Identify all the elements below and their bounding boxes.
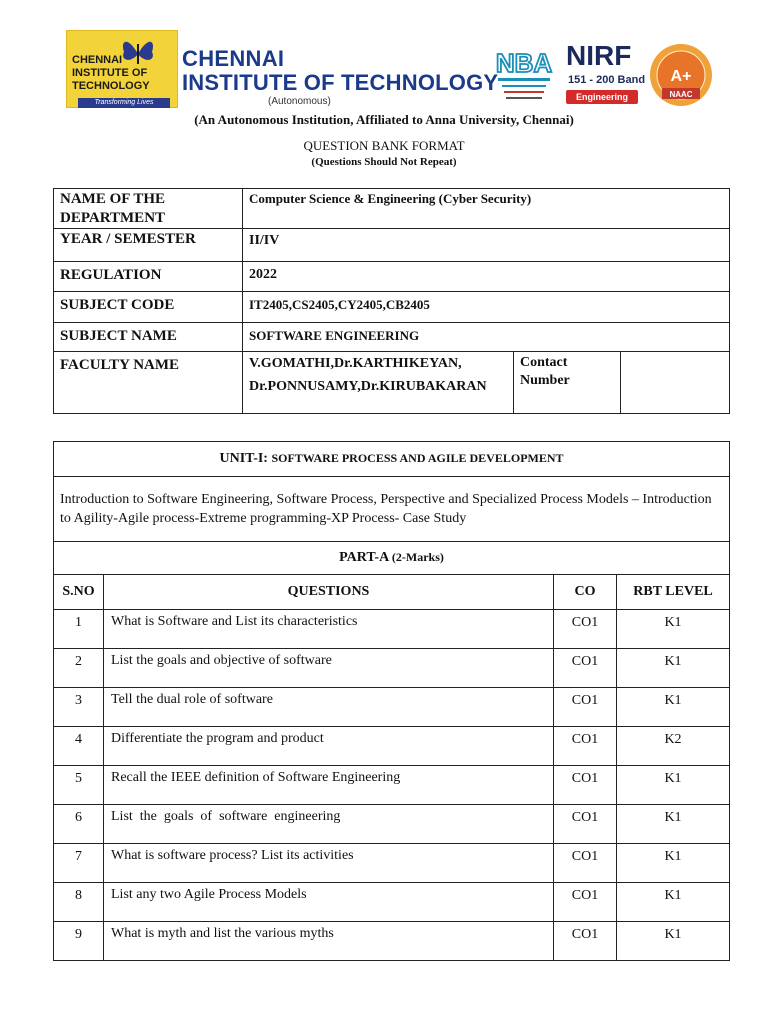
question-row <box>54 649 730 688</box>
department-label: NAME OF THE DEPARTMENT <box>54 189 243 229</box>
faculty-line2: Dr.PONNUSAMY,Dr.KIRUBAKARAN <box>249 379 487 394</box>
subject-name-value: SOFTWARE ENGINEERING <box>243 323 730 352</box>
contact-value <box>621 352 730 414</box>
logo-text: CHENNAI INSTITUTE OF TECHNOLOGY <box>72 54 150 92</box>
nirf-engineering-badge: Engineering 2023 <box>566 90 638 104</box>
faculty-line1: V.GOMATHI,Dr.KARTHIKEYAN, <box>249 356 462 371</box>
info-row-regulation <box>54 262 730 292</box>
question-sno: 5 <box>54 766 104 805</box>
unit-header <box>54 442 730 477</box>
question-text: List the goals and objective of software <box>104 649 554 688</box>
autonomous-label: (Autonomous) <box>268 96 331 107</box>
subject-name-label: SUBJECT NAME <box>54 323 243 352</box>
unit-header-row <box>54 442 730 477</box>
question-row <box>54 844 730 883</box>
column-header-co: CO <box>554 575 617 610</box>
part-header <box>54 542 730 575</box>
syllabus-row <box>54 477 730 542</box>
question-sno: 4 <box>54 727 104 766</box>
question-rbt: K1 <box>617 688 730 727</box>
nba-accreditation-logo-icon <box>492 44 556 106</box>
column-header-sno: S.NO <box>54 575 104 610</box>
question-co: CO1 <box>554 844 617 883</box>
contact-label: Contact Number <box>514 352 621 414</box>
column-header-rbt: RBT LEVEL <box>617 575 730 610</box>
institution-name-line1: CHENNAI <box>182 46 285 71</box>
question-row <box>54 610 730 649</box>
question-sno: 7 <box>54 844 104 883</box>
info-row-department <box>54 189 730 229</box>
document-title: QUESTION BANK FORMAT <box>303 138 465 153</box>
question-sno: 8 <box>54 883 104 922</box>
question-sno: 6 <box>54 805 104 844</box>
part-header-row <box>54 542 730 575</box>
unit-label: UNIT-I: <box>219 451 268 466</box>
department-value: Computer Science & Engineering (Cyber Security) <box>243 189 730 229</box>
regulation-value: 2022 <box>243 262 730 292</box>
affiliation-line: (An Autonomous Institution, Affiliated to Anna University, Chennai) <box>194 112 574 127</box>
question-co: CO1 <box>554 766 617 805</box>
question-row <box>54 727 730 766</box>
question-rbt: K1 <box>617 649 730 688</box>
question-row <box>54 883 730 922</box>
naac-grade: A+ <box>670 68 692 85</box>
subject-code-value: IT2405,CS2405,CY2405,CB2405 <box>243 292 730 323</box>
question-co: CO1 <box>554 610 617 649</box>
question-co: CO1 <box>554 649 617 688</box>
year-label: YEAR / SEMESTER <box>54 229 243 262</box>
question-row <box>54 688 730 727</box>
question-table <box>53 441 730 961</box>
part-marks: (2-Marks) <box>391 550 444 564</box>
question-rbt: K1 <box>617 766 730 805</box>
question-co: CO1 <box>554 883 617 922</box>
faculty-label: FACULTY NAME <box>54 352 243 414</box>
document-subtitle: (Questions Should Not Repeat) <box>311 156 457 168</box>
question-sno: 1 <box>54 610 104 649</box>
question-text: What is software process? List its activities <box>104 844 554 883</box>
subject-code-label: SUBJECT CODE <box>54 292 243 323</box>
question-text: Tell the dual role of software <box>104 688 554 727</box>
part-label: PART-A <box>339 550 389 565</box>
question-sno: 2 <box>54 649 104 688</box>
question-co: CO1 <box>554 727 617 766</box>
course-info-table <box>53 188 730 414</box>
question-sno: 9 <box>54 922 104 961</box>
unit-title: SOFTWARE PROCESS AND AGILE DEVELOPMENT <box>271 451 564 465</box>
nirf-title: NIRF <box>566 40 632 71</box>
question-text: Recall the IEEE definition of Software Engineering <box>104 766 554 805</box>
faculty-value <box>243 352 514 414</box>
question-text: Differentiate the program and product <box>104 727 554 766</box>
info-row-year <box>54 229 730 262</box>
question-rbt: K2 <box>617 727 730 766</box>
question-co: CO1 <box>554 688 617 727</box>
column-header-row <box>54 575 730 610</box>
question-co: CO1 <box>554 922 617 961</box>
logo-tagline: Transforming Lives <box>78 98 170 108</box>
question-row <box>54 805 730 844</box>
question-rbt: K1 <box>617 610 730 649</box>
naac-seal-icon <box>648 42 714 108</box>
question-row <box>54 922 730 961</box>
question-text: List the goals of software engineering <box>104 805 554 844</box>
column-header-questions: QUESTIONS <box>104 575 554 610</box>
question-text: What is Software and List its characteristics <box>104 610 554 649</box>
question-rbt: K1 <box>617 805 730 844</box>
info-row-subject-code <box>54 292 730 323</box>
question-sno: 3 <box>54 688 104 727</box>
question-rbt: K1 <box>617 844 730 883</box>
unit-syllabus: Introduction to Software Engineering, Software Process, Perspective and Specialized Process Models – Introduction to Agility-Agile process-Extreme programming-XP Process- Case Study <box>54 477 730 542</box>
regulation-label: REGULATION <box>54 262 243 292</box>
naac-label: NAAC <box>669 90 693 99</box>
info-row-subject-name <box>54 323 730 352</box>
question-rbt: K1 <box>617 883 730 922</box>
info-row-faculty <box>54 352 730 414</box>
institution-name-line2: INSTITUTE OF TECHNOLOGY <box>182 70 499 95</box>
question-rbt: K1 <box>617 922 730 961</box>
nirf-band: 151 - 200 Band <box>568 74 646 86</box>
nba-badge-text: NBA <box>495 48 553 78</box>
question-co: CO1 <box>554 805 617 844</box>
question-row <box>54 766 730 805</box>
question-text: What is myth and list the various myths <box>104 922 554 961</box>
question-text: List any two Agile Process Models <box>104 883 554 922</box>
year-value: II/IV <box>243 229 730 262</box>
